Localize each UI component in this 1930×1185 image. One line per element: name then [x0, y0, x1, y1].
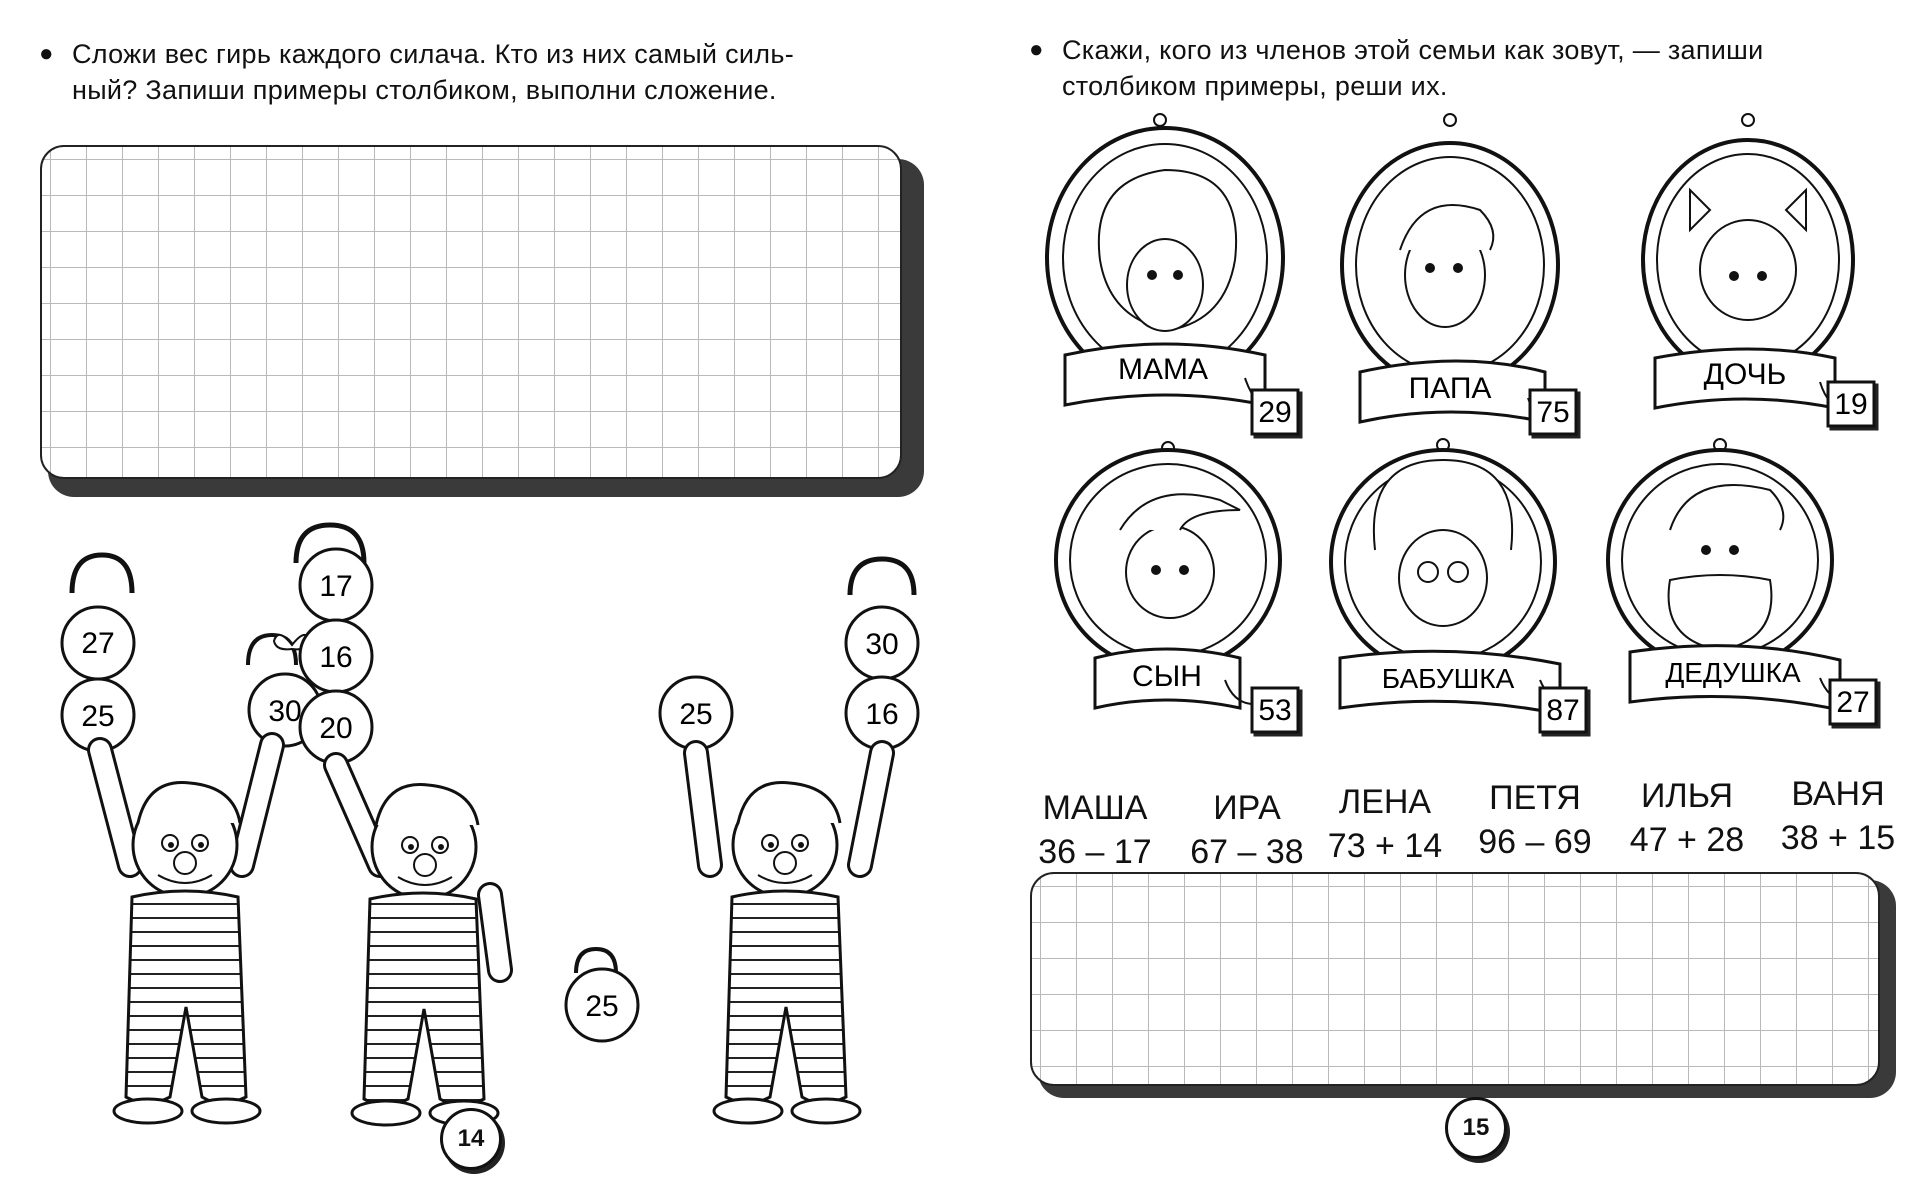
- portrait-number: 27: [1836, 686, 1870, 719]
- example-expression: 73 + 14: [1327, 827, 1443, 865]
- example-expression: 67 – 38: [1190, 833, 1304, 871]
- portrait-number: 53: [1258, 694, 1292, 727]
- bullet-icon: ●: [39, 40, 54, 67]
- name-example-lena: [1320, 780, 1450, 868]
- kettlebell-handle: [72, 555, 132, 593]
- name-example-masha: [1030, 786, 1160, 874]
- task-instruction-right: [1029, 32, 1912, 104]
- strongmen-illustration: [20, 505, 940, 1145]
- weight-value: 30: [865, 628, 899, 661]
- child-name: ИЛЬЯ: [1640, 777, 1734, 815]
- task-line: столбиком примеры, реши их.: [1062, 71, 1448, 101]
- child-name: МАША: [1042, 789, 1148, 827]
- portrait-papa: [1342, 114, 1576, 434]
- example-expression: 36 – 17: [1038, 833, 1152, 871]
- bullet-icon: ●: [1029, 36, 1044, 63]
- portrait-label: СЫН: [1132, 660, 1202, 693]
- example-expression: 38 + 15: [1780, 819, 1896, 857]
- weight-value: 16: [319, 641, 353, 674]
- portrait-label: ПАПА: [1408, 372, 1492, 405]
- portrait-number: 75: [1536, 396, 1570, 429]
- child-name: ЛЕНА: [1338, 783, 1432, 821]
- name-example-ira: [1182, 786, 1312, 874]
- portrait-babushka: [1331, 439, 1586, 732]
- weight-value: 20: [319, 712, 353, 745]
- answer-grid-left[interactable]: [40, 145, 930, 497]
- portrait-label: ДЕДУШКА: [1665, 657, 1801, 688]
- name-example-vanya: [1773, 772, 1903, 860]
- name-example-petya: [1470, 776, 1600, 864]
- weight-value: 30: [268, 695, 302, 728]
- child-name: ВАНЯ: [1791, 775, 1885, 813]
- kettlebell-handle: [850, 559, 914, 595]
- portrait-doch: [1643, 114, 1874, 426]
- portrait-number: 29: [1258, 396, 1292, 429]
- task-line: Скажи, кого из членов этой семьи как зовут, — запиши: [1062, 35, 1764, 65]
- portrait-dedushka: [1608, 439, 1876, 724]
- task-line: ный? Запиши примеры столбиком, выполни сложение.: [72, 75, 777, 105]
- portrait-label: МАМА: [1118, 353, 1208, 386]
- weight-value: 25: [585, 990, 619, 1023]
- portrait-label: БАБУШКА: [1381, 663, 1515, 694]
- weight-value: 25: [81, 700, 115, 733]
- portrait-mama: [1047, 114, 1298, 434]
- task-instruction-left: [39, 36, 942, 108]
- name-example-ilya: [1622, 774, 1752, 862]
- child-name: ПЕТЯ: [1489, 779, 1581, 817]
- child-name: ИРА: [1213, 789, 1281, 827]
- strongman-3: [660, 559, 918, 1123]
- family-portraits: [1030, 110, 1910, 750]
- portrait-syn: [1056, 442, 1298, 732]
- page-number-right: 15: [1445, 1097, 1507, 1159]
- weight-value: 25: [679, 698, 713, 731]
- portrait-number: 19: [1834, 388, 1868, 421]
- weight-value: 16: [865, 698, 899, 731]
- portrait-number: 87: [1546, 694, 1580, 727]
- answer-grid-right[interactable]: [1030, 872, 1896, 1098]
- strongman-2: [296, 525, 638, 1125]
- example-expression: 47 + 28: [1629, 821, 1745, 859]
- page-number-left: 14: [440, 1108, 502, 1170]
- task-line: Сложи вес гирь каждого силача. Кто из них самый силь-: [72, 39, 794, 69]
- strongman-1: [62, 555, 321, 1123]
- weight-value: 27: [81, 627, 115, 660]
- portrait-label: ДОЧЬ: [1703, 358, 1787, 391]
- example-expression: 96 – 69: [1478, 823, 1592, 861]
- weight-value: 17: [319, 570, 353, 603]
